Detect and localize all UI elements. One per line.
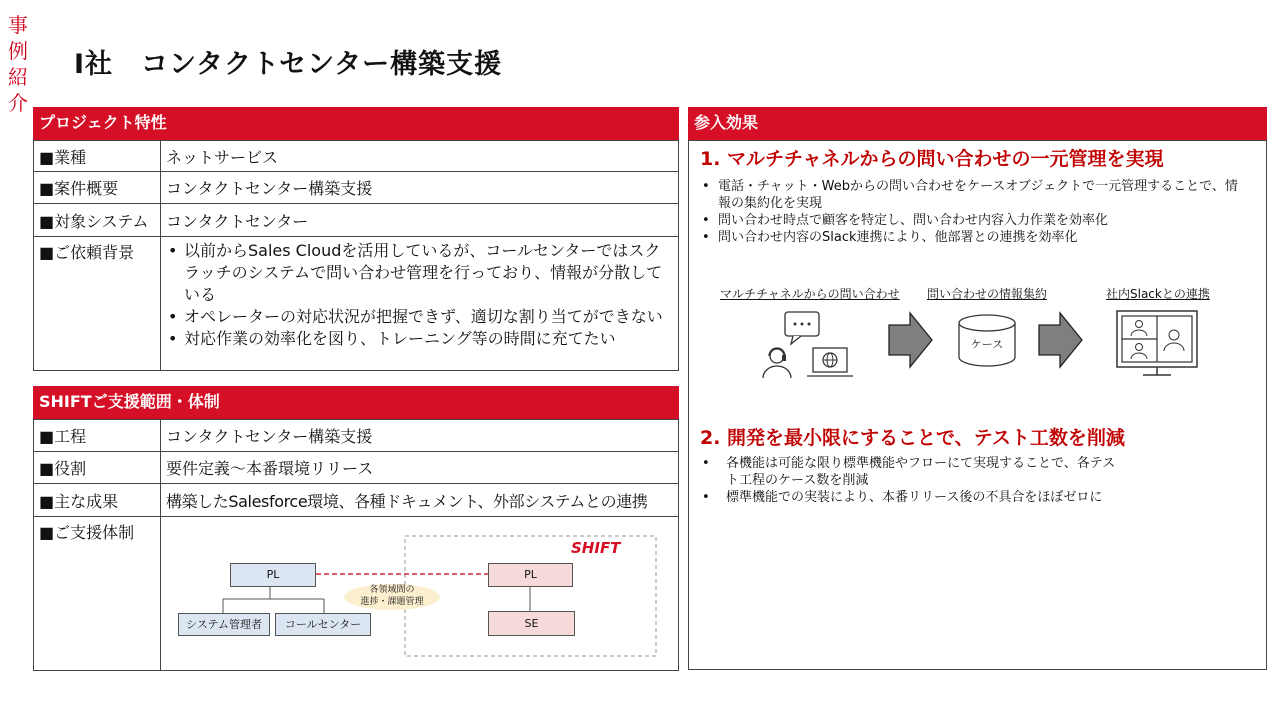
list-item: • 問い合わせ時点で顧客を特定し、問い合わせ内容入力作業を効率化 <box>700 212 1240 229</box>
effect-1-list <box>700 178 1240 246</box>
table-row <box>34 141 679 172</box>
project-header: プロジェクト特性 <box>33 107 679 140</box>
slack-monitor-icon <box>1115 309 1199 381</box>
flow-label-aggregation: 問い合わせの情報集約 <box>927 287 1048 301</box>
table-row <box>34 172 679 204</box>
table-row <box>34 452 679 484</box>
row-value: コンタクトセンター <box>161 204 679 237</box>
list-item: • 標準機能での実装により、本番リリース後の不具合をほぼゼロに <box>700 489 1120 506</box>
background-list <box>166 240 673 350</box>
list-item: • 以前からSales Cloudを活用しているが、コールセンターではスクラッチのシステムで問い合わせ管理を行っており、情報が分散している <box>166 240 673 306</box>
effects-header: 参入効果 <box>688 107 1267 140</box>
link-label-line: 各領域間の <box>369 585 415 595</box>
flow-label-slack: 社内Slackとの連携 <box>1106 287 1210 301</box>
row-value: 要件定義～本番環境リリース <box>161 452 679 484</box>
list-item: • 問い合わせ内容のSlack連携により、他部署との連携を効率化 <box>700 229 1240 246</box>
shift-logo: SHIFT <box>571 539 621 557</box>
row-key: ■業種 <box>34 141 161 172</box>
project-table <box>33 140 679 371</box>
page-title: I社 コンタクトセンター構築支援 <box>74 49 503 80</box>
row-key: ■工程 <box>34 420 161 452</box>
row-key: ■ご依頼背景 <box>34 237 161 371</box>
link-label-line: 進捗・課題管理 <box>360 597 424 607</box>
flow-arrow-icon <box>1036 310 1086 370</box>
side-label-char: 介 <box>8 91 28 115</box>
row-value: コンタクトセンター構築支援 <box>161 172 679 204</box>
shift-se-box: SE <box>488 611 575 636</box>
table-row <box>34 237 679 371</box>
case-label: ケース <box>970 338 1004 351</box>
side-label-char: 例 <box>8 39 28 63</box>
row-value: 構築したSalesforce環境、各種ドキュメント、外部システムとの連携 <box>161 484 679 517</box>
list-item: • オペレーターの対応状況が把握できず、適切な割り当てができない <box>166 306 673 328</box>
table-row <box>34 204 679 237</box>
row-value: コンタクトセンター構築支援 <box>161 420 679 452</box>
list-item: • 電話・チャット・Webからの問い合わせをケースオブジェクトで一元管理することで、情報の集約化を実現 <box>700 178 1240 212</box>
list-item: • 対応作業の効率化を図り、トレーニング等の時間に充てたい <box>166 328 673 350</box>
row-key: ■主な成果 <box>34 484 161 517</box>
row-value: ネットサービス <box>161 141 679 172</box>
side-label <box>6 12 30 116</box>
row-key: ■役割 <box>34 452 161 484</box>
effect-1-heading: 1. マルチチャネルからの問い合わせの一元管理を実現 <box>700 148 1164 170</box>
multichannel-icon <box>755 306 865 386</box>
client-sysadmin-box: システム管理者 <box>178 613 270 636</box>
org-chart <box>160 517 679 670</box>
row-key: ■ご支援体制 <box>34 517 161 671</box>
flow-arrow-icon <box>886 310 936 370</box>
client-callcenter-box: コールセンター <box>275 613 371 636</box>
support-header: SHIFTご支援範囲・体制 <box>33 386 679 419</box>
list-item: • 各機能は可能な限り標準機能やフローにて実現することで、各テスト工程のケース数を削減 <box>700 455 1120 489</box>
shift-pl-box: PL <box>488 563 573 587</box>
row-key: ■案件概要 <box>34 172 161 204</box>
row-value <box>161 237 679 371</box>
effect-2-list <box>700 455 1120 506</box>
side-label-char: 事 <box>8 13 28 37</box>
table-row <box>34 420 679 452</box>
flow-label-multichannel: マルチチャネルからの問い合わせ <box>720 287 900 301</box>
link-label <box>346 584 438 608</box>
row-key: ■対象システム <box>34 204 161 237</box>
table-row <box>34 484 679 517</box>
client-pl-box: PL <box>230 563 316 587</box>
effect-2-heading: 2. 開発を最小限にすることで、テスト工数を削減 <box>700 427 1125 449</box>
side-label-char: 紹 <box>8 65 28 89</box>
